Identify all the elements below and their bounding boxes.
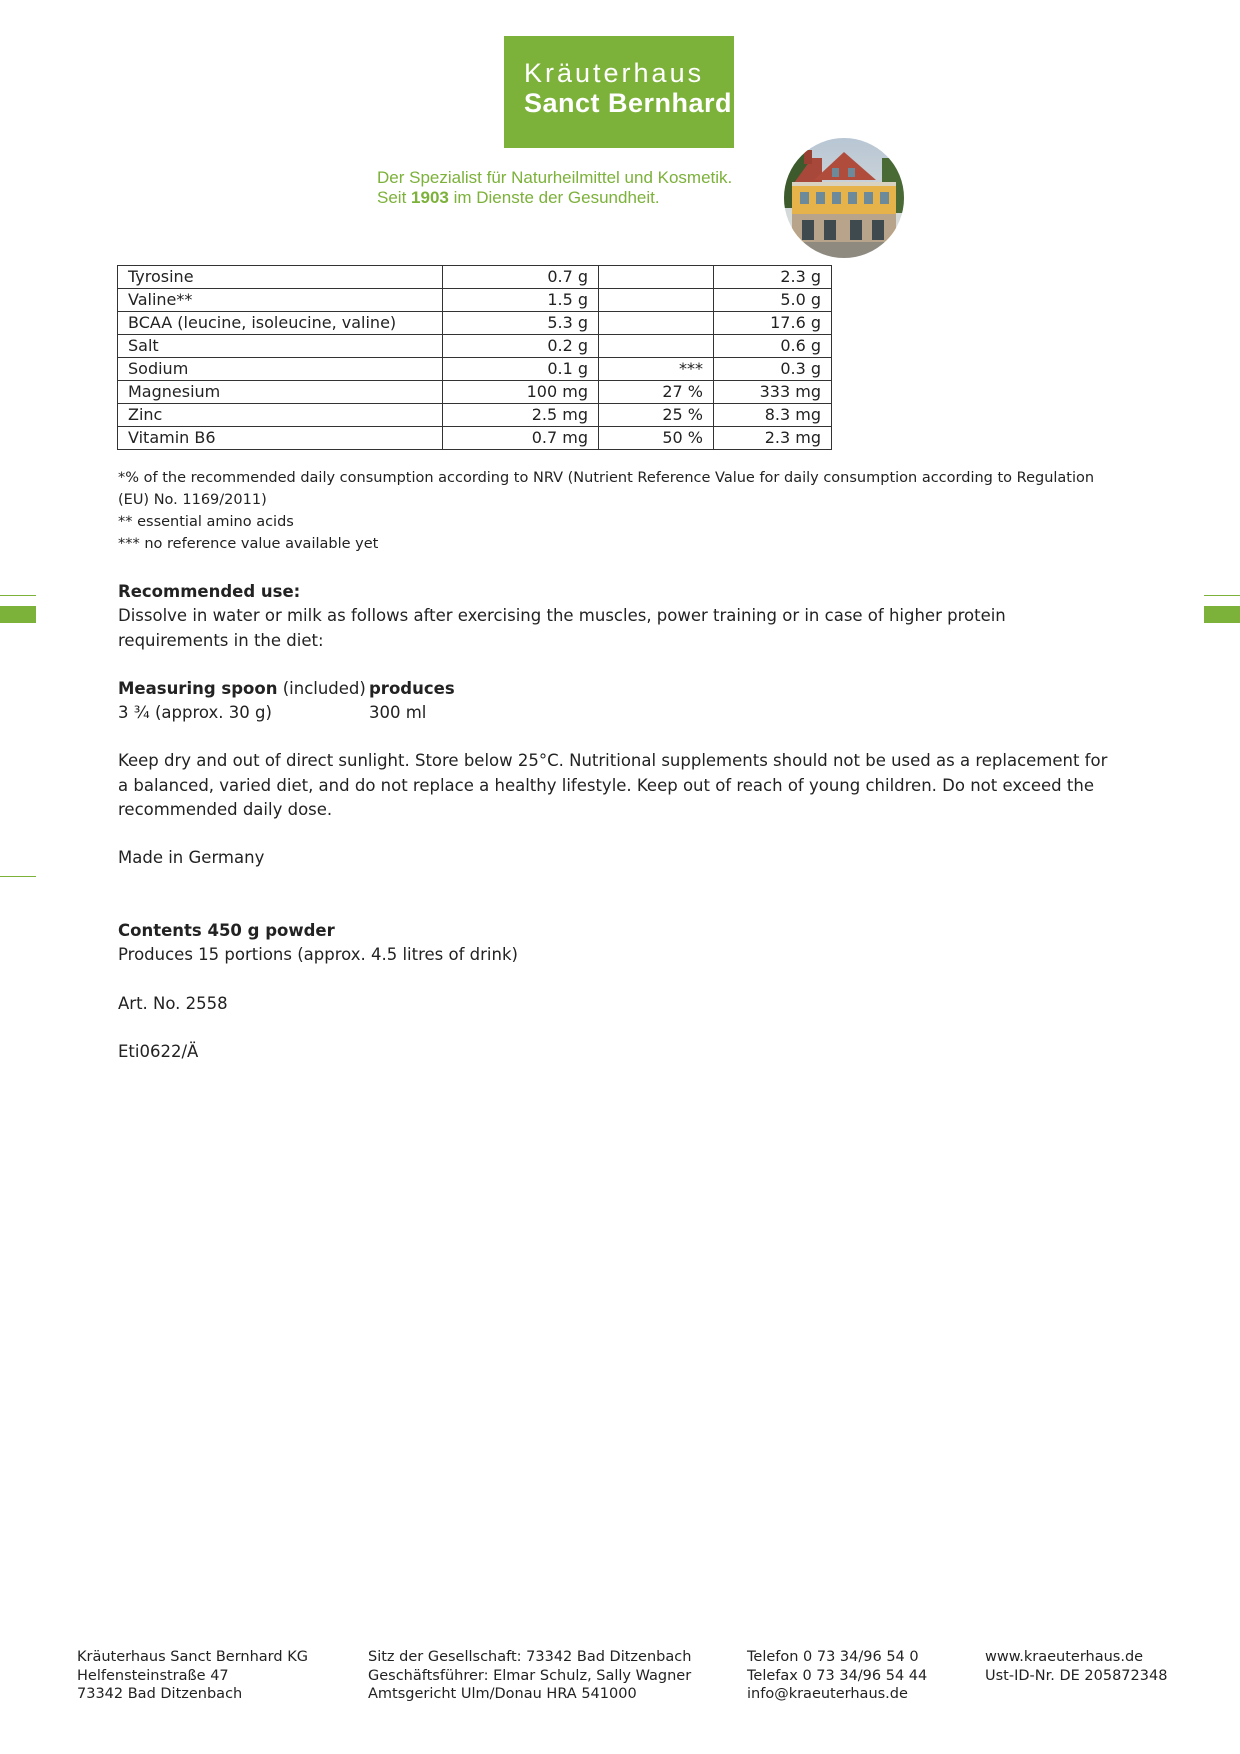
footnote-no-reference: *** no reference value available yet bbox=[118, 536, 379, 552]
amount-per-portion-cell: 0.1 g bbox=[443, 358, 599, 381]
amount-per-portion-cell: 2.5 mg bbox=[443, 404, 599, 427]
amount-per-100g-cell: 5.0 g bbox=[714, 289, 832, 312]
table-row bbox=[118, 312, 832, 335]
nrv-percent-cell: 50 % bbox=[599, 427, 714, 450]
spoon-value: 3 ¾ (approx. 30 g) bbox=[118, 703, 272, 722]
amount-per-100g-cell: 2.3 g bbox=[714, 266, 832, 289]
nutrient-name-cell: Zinc bbox=[118, 404, 443, 427]
amount-per-100g-cell: 8.3 mg bbox=[714, 404, 832, 427]
edge-mark-left-line-lower bbox=[0, 876, 36, 877]
amount-per-portion-cell: 0.7 mg bbox=[443, 427, 599, 450]
footer-city: 73342 Bad Ditzenbach bbox=[77, 1686, 243, 1702]
produces-label: produces bbox=[369, 679, 455, 698]
amount-per-portion-cell: 0.7 g bbox=[443, 266, 599, 289]
nutrient-name-cell: Vitamin B6 bbox=[118, 427, 443, 450]
footer-email-link[interactable]: info@kraeuterhaus.de bbox=[747, 1686, 908, 1702]
nutrition-table bbox=[117, 265, 832, 450]
amount-per-portion-cell: 1.5 g bbox=[443, 289, 599, 312]
contents-heading: Contents 450 g powder bbox=[118, 921, 335, 940]
amount-per-portion-cell: 0.2 g bbox=[443, 335, 599, 358]
table-row bbox=[118, 381, 832, 404]
produces-value: 300 ml bbox=[369, 703, 427, 722]
footer-company bbox=[77, 1648, 308, 1704]
nrv-percent-cell bbox=[599, 266, 714, 289]
amount-per-portion-cell: 5.3 g bbox=[443, 312, 599, 335]
nutrient-name-cell: Tyrosine bbox=[118, 266, 443, 289]
edge-mark-right-bar bbox=[1204, 606, 1240, 623]
house-photo bbox=[784, 138, 904, 258]
footer-company-name: Kräuterhaus Sanct Bernhard KG bbox=[77, 1649, 308, 1665]
tagline-year: 1903 bbox=[411, 188, 449, 207]
table-row bbox=[118, 266, 832, 289]
nrv-percent-cell: 27 % bbox=[599, 381, 714, 404]
storage-text: Keep dry and out of direct sunlight. Store below 25°C. Nutritional supplements should not be used as a replacement for a balanced, varied diet, and do not replace a healthy lifestyle. Keep out of reach of young children. Do not exceed the recommended daily dose. bbox=[118, 751, 1108, 819]
tagline-line1: Der Spezialist für Naturheilmittel und Kosmetik. bbox=[377, 168, 733, 187]
footer-legal bbox=[368, 1648, 691, 1704]
footnote-amino-acids: ** essential amino acids bbox=[118, 514, 294, 530]
origin-text: Made in Germany bbox=[118, 848, 265, 867]
footer-website-link[interactable]: www.kraeuterhaus.de bbox=[985, 1649, 1144, 1665]
article-number: Art. No. 2558 bbox=[118, 994, 228, 1013]
footer-managers: Geschäftsführer: Elmar Schulz, Sally Wagner bbox=[368, 1667, 692, 1684]
dosage-value-row bbox=[118, 701, 818, 726]
footer-phone: Telefon 0 73 34/96 54 0 bbox=[747, 1649, 919, 1665]
edge-mark-left-line bbox=[0, 595, 36, 596]
brand-logo bbox=[504, 36, 734, 148]
table-row bbox=[118, 358, 832, 381]
table-row bbox=[118, 335, 832, 358]
nutrient-name-cell: BCAA (leucine, isoleucine, valine) bbox=[118, 312, 443, 335]
nrv-percent-cell: 25 % bbox=[599, 404, 714, 427]
edge-mark-left-bar bbox=[0, 606, 36, 623]
amount-per-100g-cell: 17.6 g bbox=[714, 312, 832, 335]
amount-per-100g-cell: 333 mg bbox=[714, 381, 832, 404]
footer-contact bbox=[747, 1648, 927, 1704]
table-row bbox=[118, 427, 832, 450]
table-row bbox=[118, 404, 832, 427]
nutrient-name-cell: Salt bbox=[118, 335, 443, 358]
nrv-percent-cell bbox=[599, 312, 714, 335]
footer-court: Amtsgericht Ulm/Donau HRA 541000 bbox=[368, 1686, 637, 1702]
amount-per-100g-cell: 0.3 g bbox=[714, 358, 832, 381]
table-row bbox=[118, 289, 832, 312]
portions-text: Produces 15 portions (approx. 4.5 litres of drink) bbox=[118, 945, 518, 964]
usage-text: Dissolve in water or milk as follows after exercising the muscles, power training or in case of higher protein requirements in the diet: bbox=[118, 606, 1006, 650]
nrv-percent-cell bbox=[599, 335, 714, 358]
amount-per-portion-cell: 100 mg bbox=[443, 381, 599, 404]
spoon-label-note: (included) bbox=[282, 679, 366, 698]
dosage-header-row bbox=[118, 677, 818, 702]
footer-web bbox=[985, 1648, 1167, 1685]
tagline-line2 bbox=[377, 188, 732, 208]
amount-per-100g-cell: 0.6 g bbox=[714, 335, 832, 358]
footnote-nrv: *% of the recommended daily consumption according to NRV (Nutrient Reference Value for daily consumption according to Regulation (EU) No. 1169/2011) bbox=[118, 470, 1095, 508]
usage-heading: Recommended use: bbox=[118, 582, 301, 601]
footer-vat-id: Ust-ID-Nr. DE 205872348 bbox=[985, 1667, 1168, 1684]
tagline-suffix: im Dienste der Gesundheit. bbox=[453, 188, 660, 207]
footer-seat: Sitz der Gesellschaft: 73342 Bad Ditzenbach bbox=[368, 1649, 692, 1665]
footer-street: Helfensteinstraße 47 bbox=[77, 1667, 229, 1684]
nrv-percent-cell: *** bbox=[599, 358, 714, 381]
nutrient-name-cell: Sodium bbox=[118, 358, 443, 381]
nrv-percent-cell bbox=[599, 289, 714, 312]
nutrient-name-cell: Magnesium bbox=[118, 381, 443, 404]
tagline bbox=[377, 168, 732, 208]
spoon-label: Measuring spoon bbox=[118, 679, 278, 698]
edge-mark-right-line bbox=[1204, 595, 1240, 596]
tagline-prefix: Seit bbox=[377, 188, 407, 207]
brand-name-line1: Kräuterhaus bbox=[524, 58, 705, 88]
nutrient-name-cell: Valine** bbox=[118, 289, 443, 312]
amount-per-100g-cell: 2.3 mg bbox=[714, 427, 832, 450]
brand-name-line2: Sanct Bernhard bbox=[524, 88, 733, 118]
label-code: Eti0622/Ä bbox=[118, 1042, 199, 1061]
footer-fax: Telefax 0 73 34/96 54 44 bbox=[747, 1667, 928, 1684]
